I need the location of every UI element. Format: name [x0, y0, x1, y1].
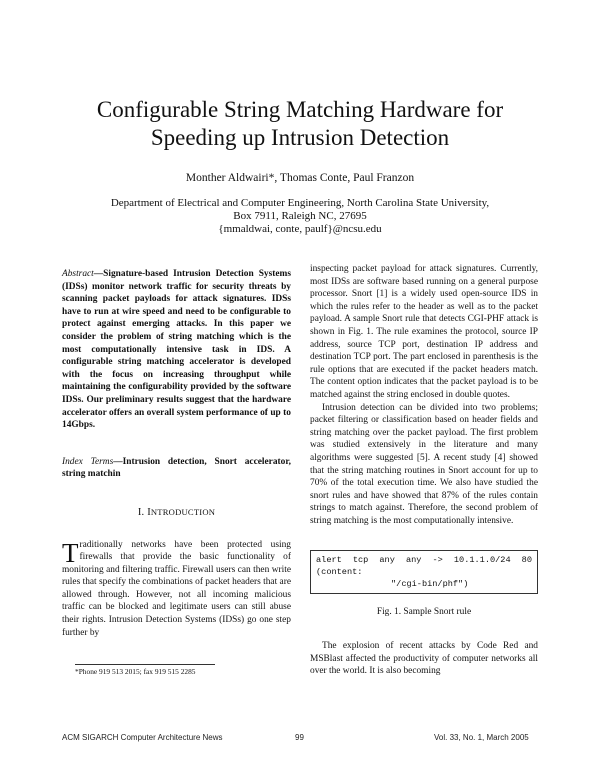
paper-title — [40, 96, 560, 152]
abstract — [62, 268, 291, 432]
body-paragraph-3: The explosion of recent attacks by Code Red and MSBlast affected the productivity of computer networks all over the world. It is also becoming — [310, 641, 538, 677]
code-line-2: "/cgi-bin/phf") — [391, 579, 469, 590]
footer-page-number: 99 — [295, 733, 304, 742]
index-terms-label: Index Terms — [62, 456, 114, 467]
section-heading-introduction — [62, 506, 291, 520]
affiliation — [40, 197, 560, 236]
affiliation-line-1: Department of Electrical and Computer Engineering, North Carolina State University, — [110, 197, 490, 209]
title-line-1: Configurable String Matching Hardware for — [96, 97, 504, 122]
index-terms — [62, 456, 291, 481]
footnote-divider — [75, 664, 215, 665]
affiliation-emails: {mmaldwai, conte, paulf}@ncsu.edu — [218, 223, 382, 235]
title-line-2: Speeding up Intrusion Detection — [150, 125, 450, 150]
figure-caption: Fig. 1. Sample Snort rule — [376, 607, 472, 618]
intro-paragraph-text: raditionally networks have been protected using firewalls that provide the basic functionality of monitoring and filtering traffic. Firewall users can then write rules that specify the combinations of packet headers that are allowed through. However, not all incoming malicious traffic can be blocked and legitimate users can still abuse their rights. Intrusion Detection Systems (IDSs) go one step further by — [62, 539, 291, 638]
footnote: *Phone 919 513 2015; fax 919 515 2285 — [75, 667, 196, 676]
abstract-text: —Signature-based Intrusion Detection Systems (IDSs) monitor network traffic for security threats by scanning packet payloads for attack signatures. IDSs have to run at wire speed and need to be configurable to protect against emerging attacks. In this paper we consider the problem of string matching which is the most computationally intensive task in IDS. A configurable string matching accelerator is developed with the focus on increasing throughput while maintaining the configurability provided by the software IDSs. Our preliminary results suggest that the hardware accelerator offers an overall system performance of up to 14Gbps. — [62, 269, 291, 431]
right-column — [310, 263, 538, 678]
code-line-1: alert tcp any any -> 10.1.1.0/24 80 (content: — [316, 555, 532, 578]
intro-paragraph — [62, 539, 291, 640]
abstract-label: Abstract — [62, 269, 94, 279]
author-list: Monther Aldwairi*, Thomas Conte, Paul Franzon — [185, 172, 415, 184]
body-paragraph-1: inspecting packet payload for attack signatures. Currently, most IDSs are software based running on a general purpose processor. Snort [1] is a widely used open-source IDS in which the rules refer to the header as well as to the packet payload. A sample Snort rule that detects CGI-PHF attack is shown in Fig. 1. The rule examines the protocol, source IP address, source TCP port, destination IP address and destination TCP port. The part enclosed in parenthesis is the rule options that are executed if the packet headers match. The content option indicates that the packet payload is to be matched against the string enclosed in double quotes. — [310, 264, 538, 400]
drop-cap: T — [62, 537, 79, 568]
left-column — [62, 268, 291, 639]
index-terms-text: —Intrusion detection, Snort accelerator, string matchin — [62, 456, 291, 480]
footer-journal: ACM SIGARCH Computer Architecture News — [62, 733, 223, 742]
footer-volume: Vol. 33, No. 1, March 2005 — [434, 733, 529, 742]
section-heading-prefix: I. I — [137, 506, 151, 518]
body-paragraph-2: Intrusion detection can be divided into two problems; packet filtering or classification based on header fields and string matching over the packet payload. The first problem was studied extensively in the literature and many algorithms were suggested [5]. A recent study [4] showed that the string matching routines in Snort account for up to 70% of the total execution time. We also have studied the snort rules and have showed that 87% of the rules contain strings to match against. Therefore, the second problem of string matching is the most computationally intensive. — [310, 402, 538, 526]
affiliation-line-2: Box 7911, Raleigh NC, 27695 — [233, 210, 367, 222]
section-heading-rest: NTRODUCTION — [150, 506, 216, 517]
snort-rule-figure — [310, 550, 538, 594]
